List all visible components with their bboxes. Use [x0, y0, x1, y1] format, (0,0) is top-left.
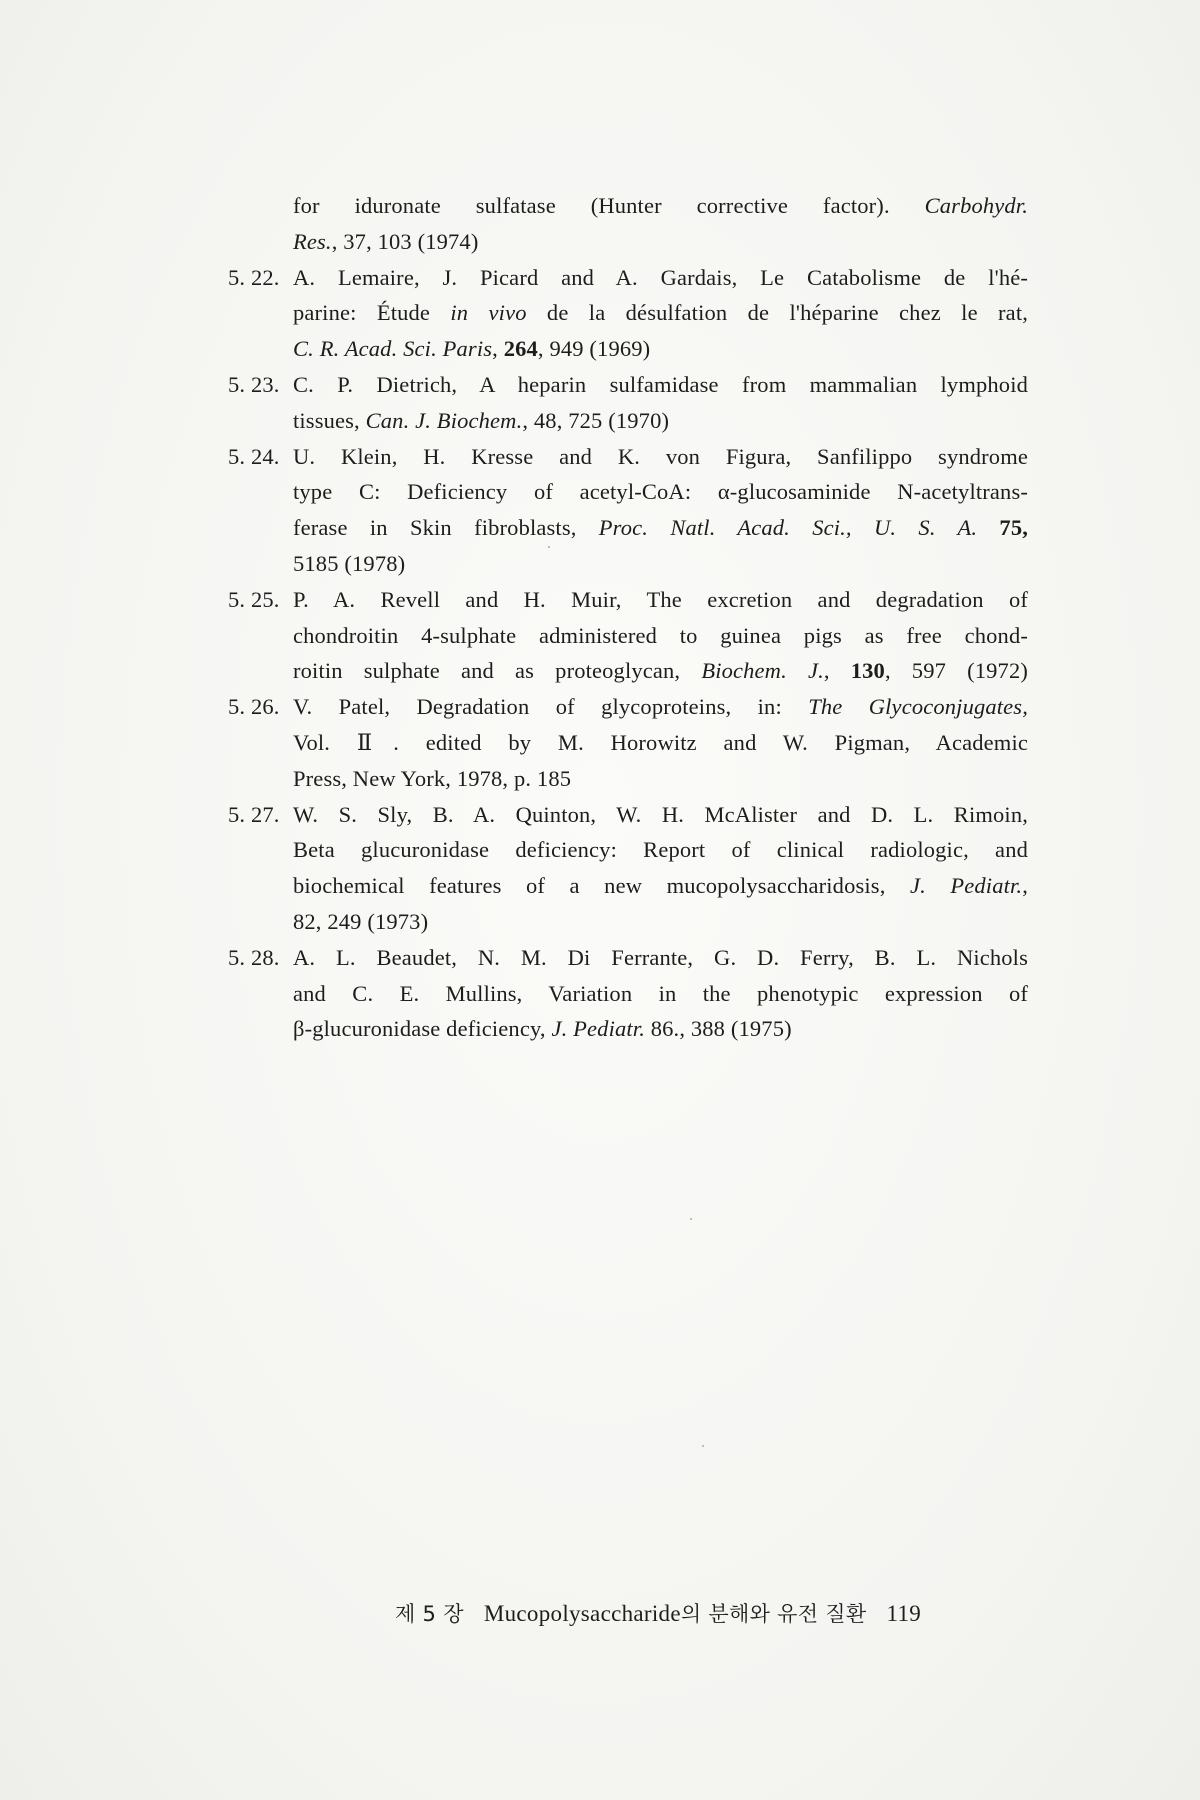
- italic-text: J. Pediatr.: [909, 873, 1023, 899]
- reference-number: 5. 26.: [228, 694, 280, 720]
- text-run: A. L. Beaudet, N. M. Di Ferrante, G. D. Ferry, B. L. Nichols: [293, 944, 1028, 970]
- text-run: P. A. Revell and H. Muir, The excretion and degradation of: [293, 586, 1028, 612]
- reference-line: [293, 260, 1028, 296]
- reference-line: [293, 761, 1028, 797]
- reference-line: [293, 618, 1028, 654]
- reference-line: [293, 367, 1028, 403]
- italic-text: C. R. Acad. Sci. Paris: [293, 336, 493, 362]
- text-run: tissues,: [293, 407, 366, 433]
- reference-list: [228, 188, 1028, 1047]
- text-run: , 48, 725 (1970): [522, 407, 670, 433]
- reference-number: 5. 22.: [228, 264, 280, 290]
- reference-entry: [228, 689, 1028, 796]
- reference-number: 5. 23.: [228, 371, 280, 397]
- scan-speck: [548, 546, 550, 548]
- italic-text: Biochem. J.: [701, 658, 824, 684]
- reference-line: [293, 295, 1028, 331]
- bold-text: 75,: [999, 515, 1028, 541]
- text-run: [977, 515, 999, 540]
- text-run: ,: [823, 658, 851, 684]
- text-run: 82, 249 (1973): [293, 908, 429, 934]
- reference-line: [293, 546, 1028, 582]
- text-run: parine: Étude: [293, 300, 451, 326]
- reference-line: [293, 224, 1028, 260]
- text-run: C. P. Dietrich, A heparin sulfamidase from mammalian lymphoid: [293, 371, 1028, 397]
- text-run: U. Klein, H. Kresse and K. von Figura, Sanfilippo syndrome: [293, 443, 1028, 469]
- italic-text: in vivo: [450, 300, 527, 326]
- italic-text: Carbohydr.: [924, 193, 1028, 218]
- reference-entry: [228, 940, 1028, 1047]
- scan-speck: [690, 1218, 692, 1220]
- reference-number: 5. 28.: [228, 944, 280, 970]
- reference-line: [293, 868, 1028, 904]
- page-number: 119: [886, 1601, 922, 1626]
- text-run: ferase in Skin fibroblasts,: [293, 515, 599, 541]
- page-footer: [395, 1598, 921, 1628]
- footer-title-korean: 의 분해와 유전 질환: [680, 1602, 867, 1626]
- text-run: , 949 (1969): [537, 336, 651, 362]
- footer-title-latin: Mucopolysaccharide: [483, 1601, 681, 1626]
- reference-entry: [228, 582, 1028, 689]
- text-run: A. Lemaire, J. Picard and A. Gardais, Le Catabolisme de l'hé-: [293, 264, 1028, 290]
- bold-text: 130: [850, 658, 885, 684]
- text-run: 86., 388 (1975): [644, 1016, 792, 1042]
- text-run: de la désulfation de l'héparine chez le rat,: [526, 300, 1028, 326]
- reference-line: [293, 331, 1028, 367]
- reference-line: [293, 653, 1028, 689]
- reference-number: 5. 27.: [228, 801, 280, 827]
- text-run: for iduronate sulfatase (Hunter corrective factor).: [293, 193, 925, 218]
- italic-text: Res.: [293, 228, 332, 254]
- reference-line: [293, 1011, 1028, 1047]
- reference-line: [293, 976, 1028, 1012]
- text-run: roitin sulphate and as proteoglycan,: [293, 658, 702, 684]
- reference-number: 5. 24.: [228, 443, 280, 469]
- text-run: , 597 (1972): [884, 658, 1028, 684]
- reference-line: [293, 439, 1028, 475]
- reference-entry: [228, 797, 1028, 940]
- italic-text: Can. J. Biochem.: [365, 407, 523, 433]
- italic-text: The Glycoconjugates,: [808, 694, 1028, 720]
- reference-line: [293, 510, 1028, 546]
- reference-line: [293, 582, 1028, 618]
- scan-speck: [702, 1445, 704, 1447]
- reference-line: [293, 832, 1028, 868]
- reference-line: [293, 689, 1028, 725]
- reference-line: [293, 403, 1028, 439]
- reference-line: [293, 797, 1028, 833]
- reference-line: [293, 725, 1028, 761]
- text-run: W. S. Sly, B. A. Quinton, W. H. McAlister and D. L. Rimoin,: [293, 801, 1028, 827]
- text-run: type C: Deficiency of acetyl-CoA: α-glucosaminide N-acetyltrans-: [293, 479, 1028, 505]
- italic-text: Proc. Natl. Acad. Sci., U. S. A.: [598, 515, 978, 541]
- text-run: Vol. Ⅱ. edited by M. Horowitz and W. Pigman, Academic: [293, 729, 1028, 755]
- reference-line: [293, 904, 1028, 940]
- footer-chapter: 제 5 장: [395, 1602, 464, 1626]
- bold-text: 264: [503, 336, 538, 362]
- reference-entry: [228, 260, 1028, 367]
- text-run: biochemical features of a new mucopolysaccharidosis,: [293, 873, 910, 899]
- text-run: Press, New York, 1978, p. 185: [293, 765, 572, 791]
- text-run: V. Patel, Degradation of glycoproteins, in:: [293, 694, 809, 720]
- reference-entry: [228, 188, 1028, 260]
- reference-number: 5. 25.: [228, 586, 280, 612]
- reference-entry: [228, 439, 1028, 582]
- text-run: 5185 (1978): [293, 550, 406, 576]
- text-run: β-glucuronidase deficiency,: [293, 1016, 552, 1042]
- text-run: , 37, 103 (1974): [331, 228, 479, 254]
- text-run: ,: [492, 336, 504, 362]
- text-run: and C. E. Mullins, Variation in the phenotypic expression of: [293, 980, 1028, 1006]
- text-run: chondroitin 4-sulphate administered to guinea pigs as free chond-: [293, 622, 1028, 648]
- reference-line: [293, 474, 1028, 510]
- reference-entry: [228, 367, 1028, 439]
- text-run: Beta glucuronidase deficiency: Report of clinical radiologic, and: [293, 837, 1028, 863]
- reference-line: [293, 188, 1028, 224]
- reference-line: [293, 940, 1028, 976]
- italic-text: J. Pediatr.: [551, 1016, 645, 1042]
- text-run: ,: [1022, 873, 1028, 899]
